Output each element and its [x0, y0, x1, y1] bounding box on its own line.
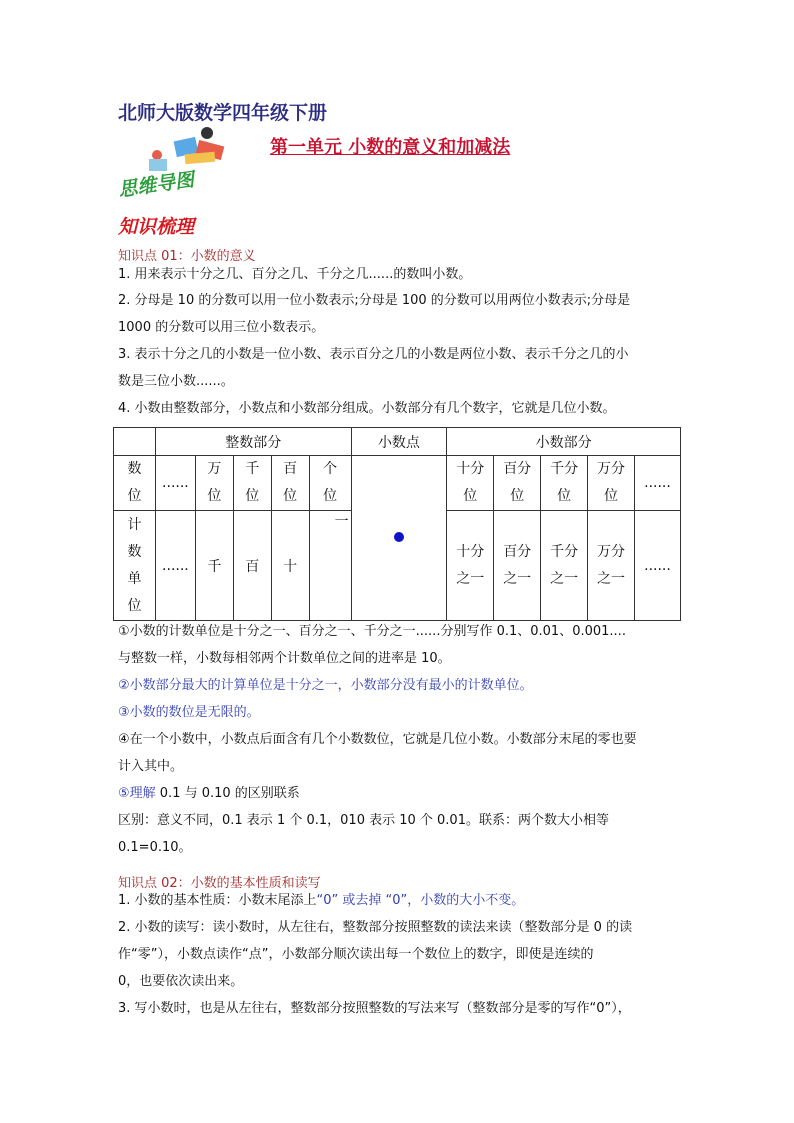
paragraph: 0，也要依次读出来。: [118, 974, 244, 989]
place-ge: 个 位: [309, 456, 351, 511]
note-line: ④在一个小数中，小数点后面含有几个小数数位，它就是几位小数。小数部分末尾的零也要: [118, 732, 637, 747]
place-qian: 千 位: [233, 456, 271, 511]
note-line: 0.1=0.10。: [118, 840, 192, 855]
decimal-point-dot: [394, 532, 404, 542]
place-bai: 百 位: [271, 456, 309, 511]
unit-yi: 一: [309, 511, 351, 621]
paragraph: 3. 表示十分之几的小数是一位小数、表示百分之几的小数是两位小数、表示千分之几的小: [118, 347, 629, 362]
ellipsis-cell: ......: [155, 511, 195, 621]
decimal-part-header: 小数部分: [447, 428, 681, 456]
page-title: 北师大版数学四年级下册: [118, 102, 328, 124]
ellipsis-cell: ......: [634, 511, 680, 621]
unit-ten-thousandth: 万分 之一: [588, 511, 635, 621]
place-ten-thousandths: 万分 位: [588, 456, 635, 511]
ellipsis-cell: ......: [155, 456, 195, 511]
row-label-unit: 计 数 单 位: [114, 511, 156, 621]
unit-qian: 千: [195, 511, 233, 621]
ellipsis-cell: ......: [634, 456, 680, 511]
note-line: 区别：意义不同，0.1 表示 1 个 0.1，010 表示 10 个 0.01。联系：两个数大小相等: [118, 813, 609, 828]
paragraph: 4. 小数由整数部分，小数点和小数部分组成。小数部分有几个数字，它就是几位小数。: [118, 401, 616, 416]
paragraph: 1000 的分数可以用三位小数表示。: [118, 320, 325, 335]
unit-hundredth: 百分 之一: [494, 511, 541, 621]
section-heading: 知识梳理: [118, 216, 195, 238]
note-line: 计入其中。: [118, 759, 184, 774]
paragraph: 1. 用来表示十分之几、百分之几、千分之几......的数叫小数。: [118, 267, 472, 282]
place-thousandths: 千分 位: [541, 456, 588, 511]
integer-part-header: 整数部分: [155, 428, 351, 456]
place-wan: 万 位: [195, 456, 233, 511]
knowledge-point-title: 知识点 02：小数的基本性质和读写: [118, 876, 321, 891]
note-line: ①小数的计数单位是十分之一、百分之一、千分之一......分别写作 0.1、0.01、0.001....: [118, 624, 626, 639]
note-line: 与整数一样，小数每相邻两个计数单位之间的进率是 10。: [118, 651, 451, 666]
paragraph: 3. 写小数时，也是从左往右，整数部分按照整数的写法来写（整数部分是零的写作“0”），: [118, 1001, 631, 1016]
note-line: ②小数部分最大的计算单位是十分之一，小数部分没有最小的计数单位。: [118, 678, 533, 693]
paragraph: 2. 小数的读写：读小数时，从左往右，整数部分按照整数的读法来读（整数部分是 0 的读: [118, 920, 633, 935]
decimal-point-cell: [351, 456, 447, 621]
note-line: ⑤理解 0.1 与 0.10 的区别联系: [118, 786, 300, 801]
knowledge-point-title: 知识点 01：小数的意义: [118, 249, 256, 264]
unit-tenth: 十分 之一: [447, 511, 494, 621]
place-tenths: 十分 位: [447, 456, 494, 511]
note-line: ③小数的数位是无限的。: [118, 705, 260, 720]
unit-bai: 百: [233, 511, 271, 621]
paragraph: 1. 小数的基本性质：小数末尾添上“0” 或去掉 “0”，小数的大小不变。: [118, 893, 525, 908]
mind-map-label: 思维导图: [117, 168, 196, 202]
paragraph: 作“零”），小数点读作“点”，小数部分顺次读出每一个数位上的数字，即使是连续的: [118, 947, 594, 962]
place-value-table: [113, 427, 681, 621]
unit-shi: 十: [271, 511, 309, 621]
paragraph: 数是三位小数......。: [118, 374, 234, 389]
paragraph: 2. 分母是 10 的分数可以用一位小数表示;分母是 100 的分数可以用两位小数表示;分母是: [118, 293, 631, 308]
place-hundredths: 百分 位: [494, 456, 541, 511]
unit-title: 第一单元 小数的意义和加减法: [270, 137, 511, 158]
row-label-place: 数 位: [114, 456, 156, 511]
decimal-point-header: 小数点: [351, 428, 447, 456]
table-cell: [114, 428, 156, 456]
unit-thousandth: 千分 之一: [541, 511, 588, 621]
